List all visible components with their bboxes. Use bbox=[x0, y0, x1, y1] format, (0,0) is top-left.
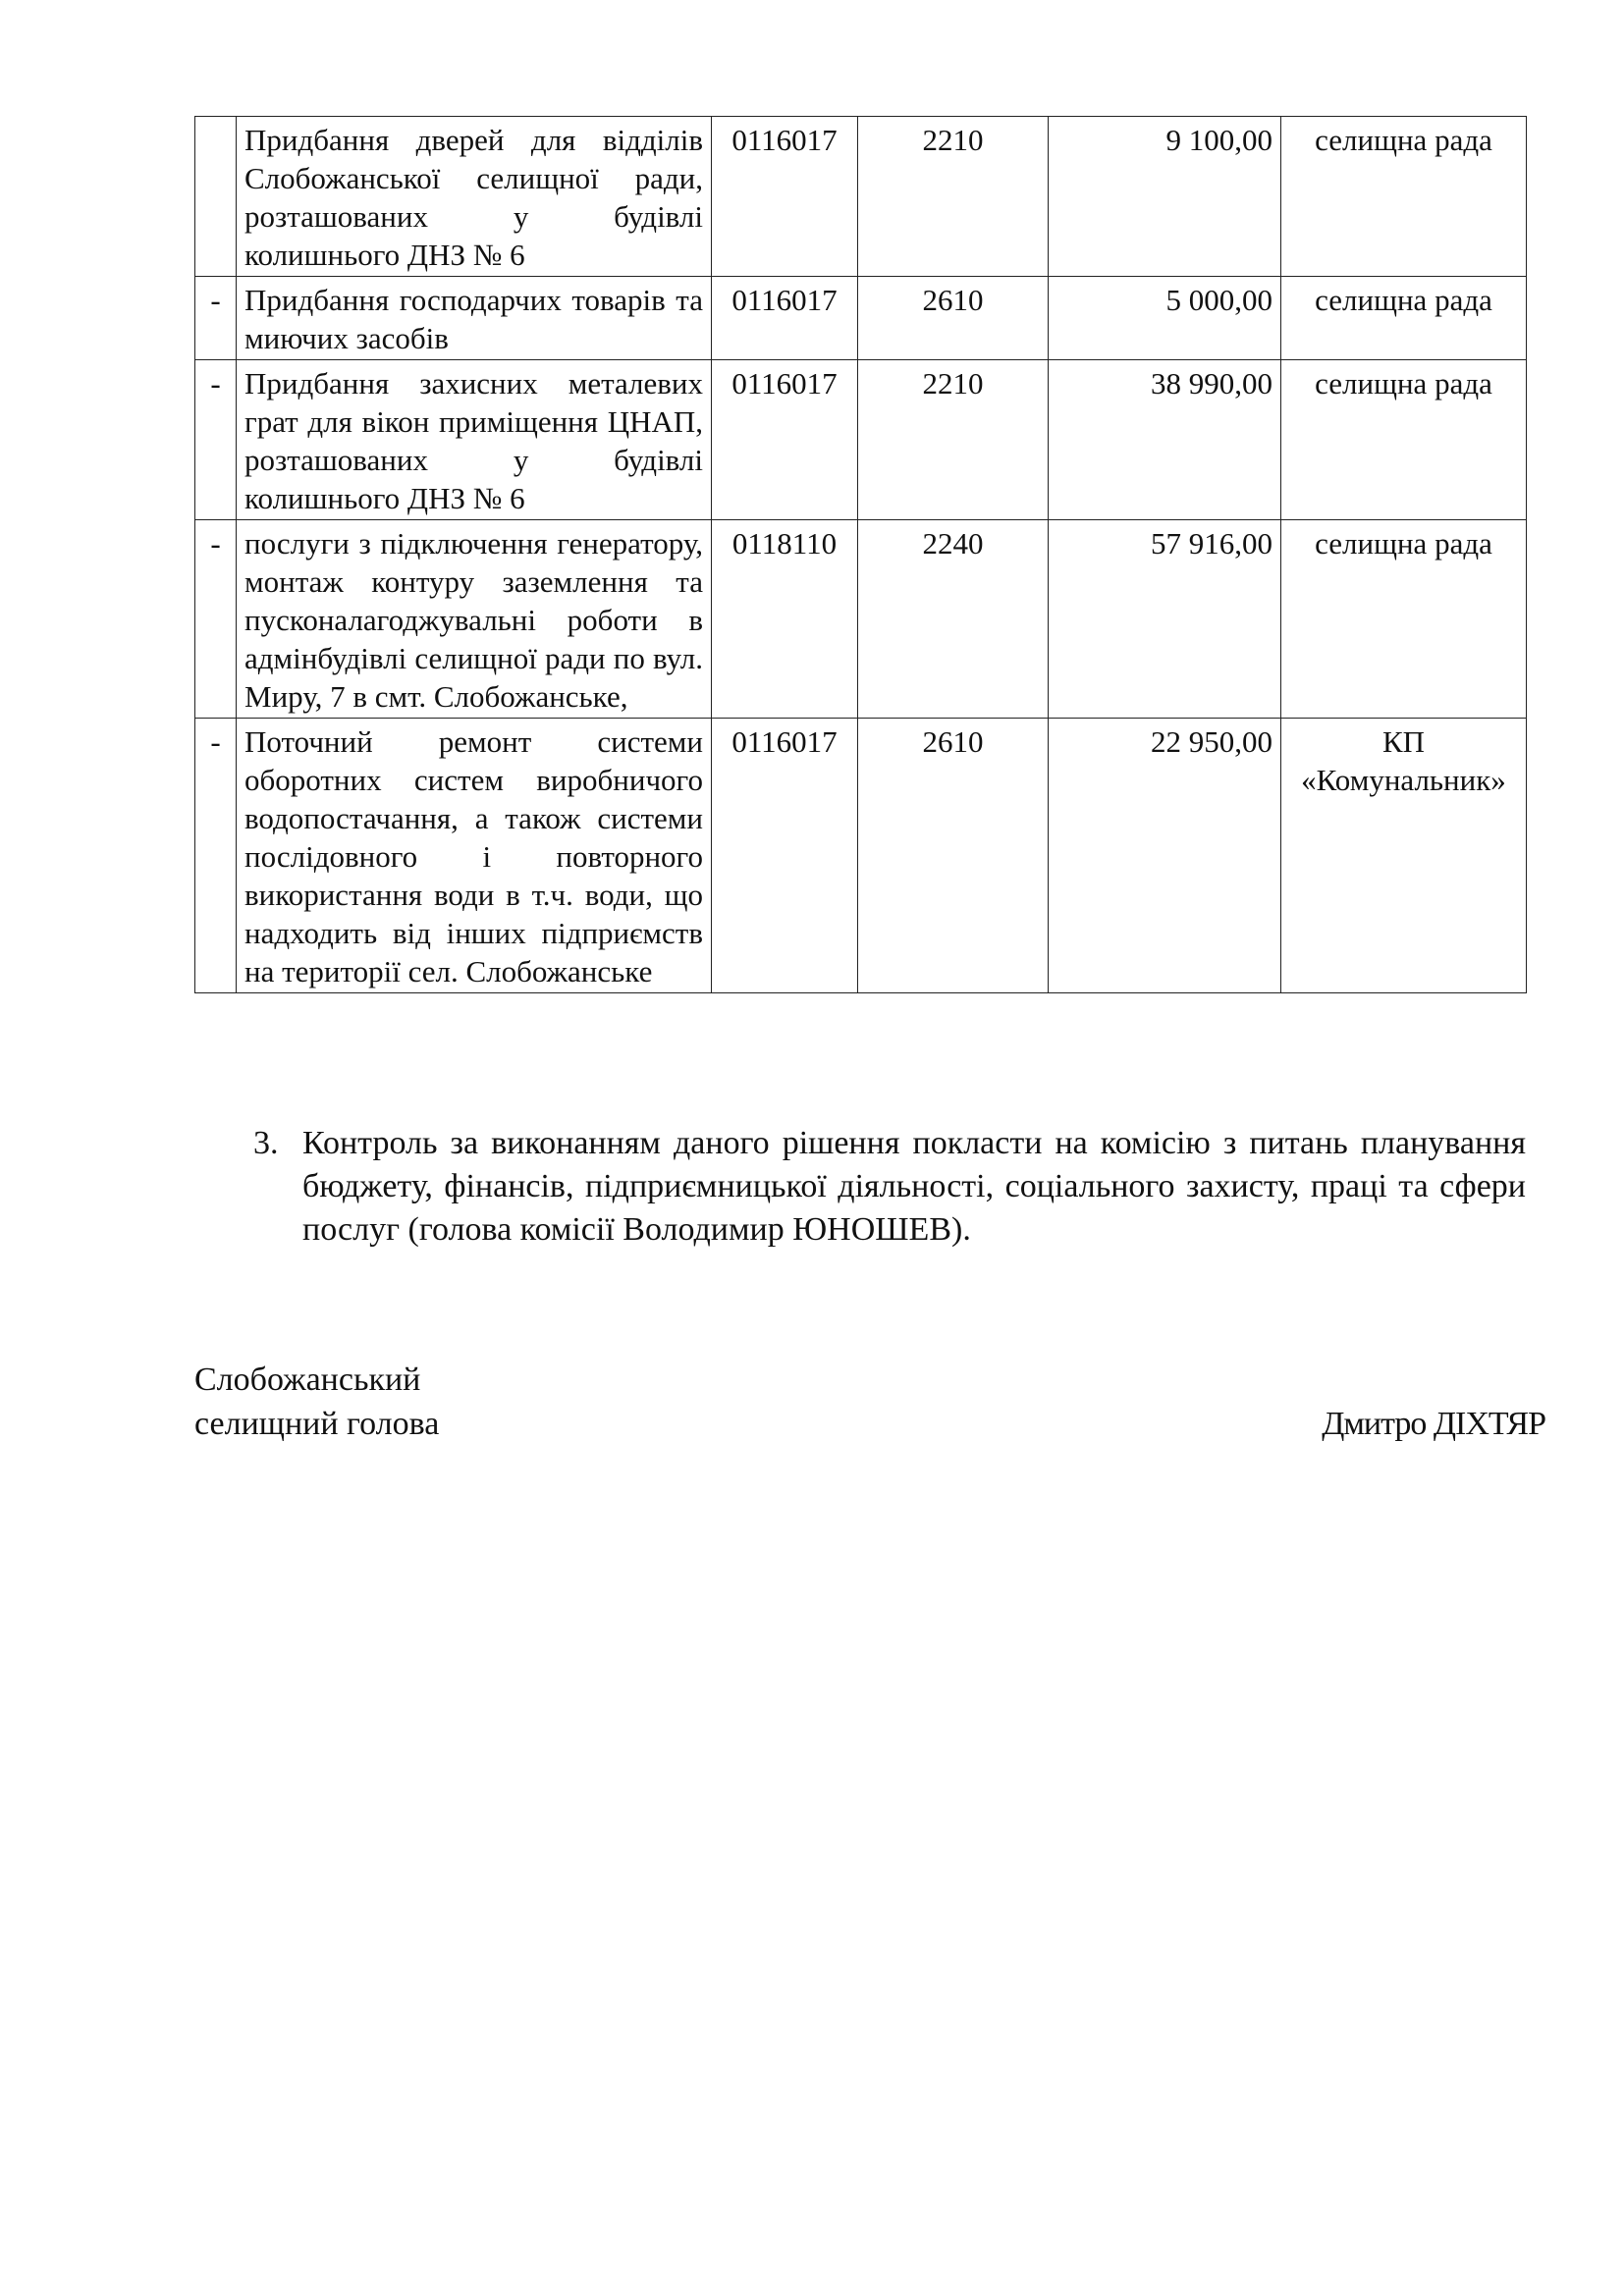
table-row bbox=[195, 277, 1527, 360]
table-row bbox=[195, 117, 1527, 277]
row-number: - bbox=[195, 360, 237, 520]
item-number: 3. bbox=[253, 1125, 279, 1161]
row-description: Придбання господарчих товарів та миючих засобів bbox=[237, 277, 712, 360]
budget-table bbox=[194, 116, 1527, 993]
row-executor: селищна рада bbox=[1281, 117, 1527, 277]
row-description: послуги з підключення генератору, монтаж контуру заземлення та пусконалагоджувальні роботи в адмінбудівлі селищної ради по вул. Миру, 7 в смт. Слобожанське, bbox=[237, 520, 712, 719]
row-number: - bbox=[195, 520, 237, 719]
row-kekv-code: 2210 bbox=[858, 117, 1049, 277]
row-description: Придбання захисних металевих грат для вікон приміщення ЦНАП, розташованих у будівлі колишнього ДНЗ № 6 bbox=[237, 360, 712, 520]
row-kekv-code: 2210 bbox=[858, 360, 1049, 520]
row-description: Придбання дверей для відділів Слобожанської селищної ради, розташованих у будівлі колишнього ДНЗ № 6 bbox=[237, 117, 712, 277]
row-executor: селищна рада bbox=[1281, 277, 1527, 360]
row-kekv-code: 2610 bbox=[858, 719, 1049, 993]
row-amount: 9 100,00 bbox=[1049, 117, 1281, 277]
row-kekv-code: 2240 bbox=[858, 520, 1049, 719]
table-row bbox=[195, 719, 1527, 993]
row-kpk-code: 0116017 bbox=[712, 719, 858, 993]
signature-name: Дмитро ДІХТЯР bbox=[1322, 1406, 1545, 1442]
table-row bbox=[195, 360, 1527, 520]
signature-title-line-1: Слобожанський bbox=[194, 1362, 421, 1398]
row-executor: КП «Комунальник» bbox=[1281, 719, 1527, 993]
row-kpk-code: 0118110 bbox=[712, 520, 858, 719]
row-kpk-code: 0116017 bbox=[712, 360, 858, 520]
item-text: Контроль за виконанням даного рішення покласти на комісію з питань планування бюджету, фінансів, підприємницької діяльності, соціального захисту, праці та сфери послуг (голова комісії Володимир ЮНОШЕВ). bbox=[302, 1125, 1526, 1248]
row-kekv-code: 2610 bbox=[858, 277, 1049, 360]
row-kpk-code: 0116017 bbox=[712, 117, 858, 277]
row-amount: 5 000,00 bbox=[1049, 277, 1281, 360]
row-executor: селищна рада bbox=[1281, 360, 1527, 520]
row-kpk-code: 0116017 bbox=[712, 277, 858, 360]
row-amount: 38 990,00 bbox=[1049, 360, 1281, 520]
row-description: Поточний ремонт системи оборотних систем виробничого водопостачання, а також системи послідовного і повторного використання води в т.ч. води, що надходить від інших підприємств на території сел. Слобожанське bbox=[237, 719, 712, 993]
row-amount: 22 950,00 bbox=[1049, 719, 1281, 993]
row-number: - bbox=[195, 719, 237, 993]
signature-title bbox=[194, 1358, 439, 1446]
row-amount: 57 916,00 bbox=[1049, 520, 1281, 719]
row-executor: селищна рада bbox=[1281, 520, 1527, 719]
signature-title-line-2: селищний голова bbox=[194, 1406, 440, 1442]
row-number: - bbox=[195, 277, 237, 360]
table-row bbox=[195, 520, 1527, 719]
row-number bbox=[195, 117, 237, 277]
